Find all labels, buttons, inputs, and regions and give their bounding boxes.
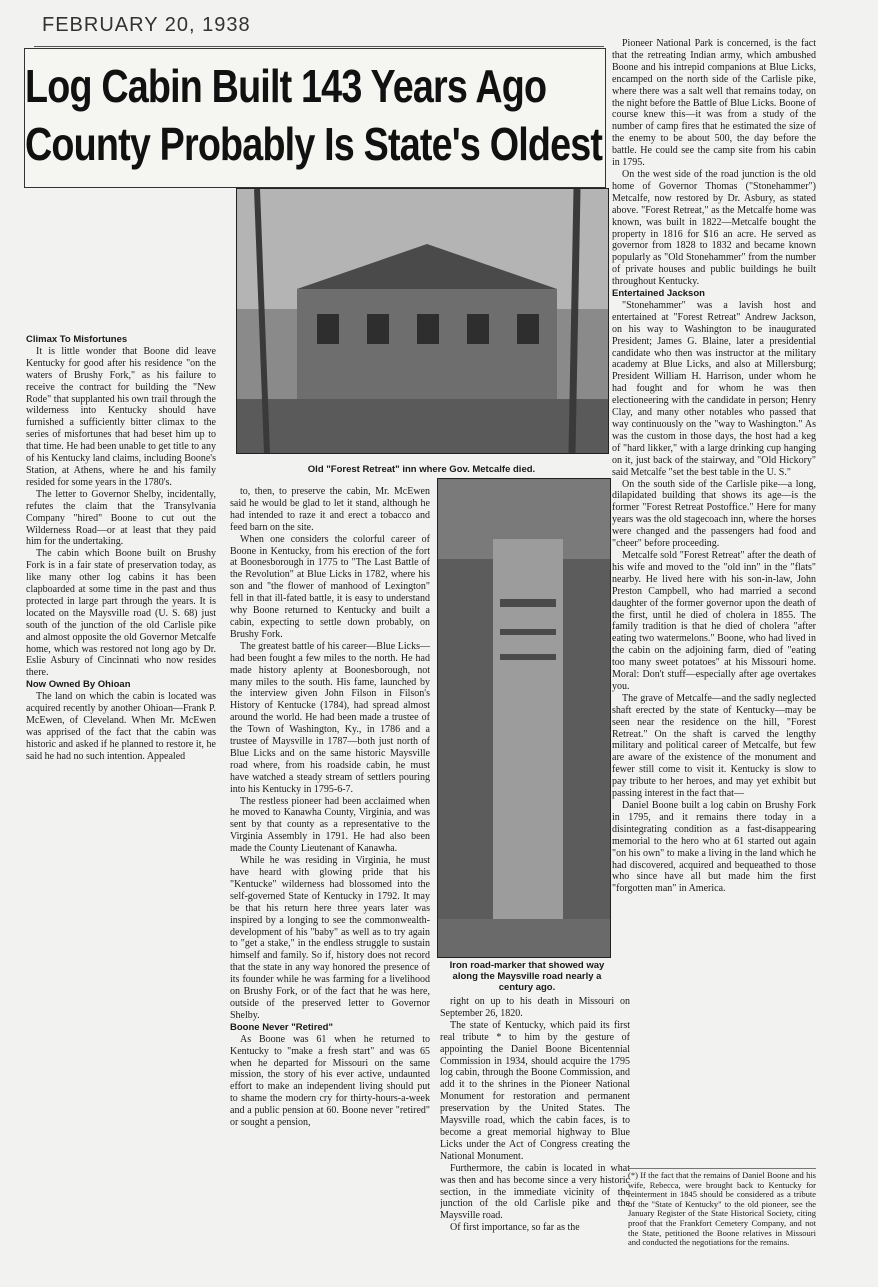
forest-retreat-caption: Old "Forest Retreat" inn where Gov. Metcalfe died. [307,464,536,475]
headline-box [24,48,606,188]
subhead-never-retired: Boone Never "Retired" [230,1021,333,1033]
forest-retreat-photo-image [237,189,608,453]
paragraph: As Boone was 61 when he returned to Kentucky to "make a fresh start" and was 65 when he departed for Missouri on the same mission, the story of his ever active, undaunted effort to make an independent living should put to shame the modern cry for thirty-hours-a-week and a public pension at 60. Boone never "retired" or sought a pension, [230,1033,430,1129]
paragraph: The restless pioneer had been acclaimed when he moved to Kanawha County, Virginia, and was sent by that county as a representative to the Virginia Assembly in 1791. He had also been made the County Lieutenant of Kanawha. [230,795,430,855]
paragraph: Of first importance, so far as the [450,1222,580,1234]
headline-line-1: Log Cabin Built 143 Years Ago [25,60,547,112]
paragraph: It is little wonder that Boone did leave Kentucky for good after his residence "on the waters of Brushy Fork," as his failure to receive the contract for building the "New Rode" that supplanted his own trail through the wilderness into Kentucky should have furnished a sufficiently bitter climax to the series of misfortunes that had beset him up to that time. He had been unable to get title to any of his Kentucky land claims, including Boone's Station, at Athens, where he and his family resided for some years in the 1780's. [26,345,216,488]
paragraph: "Stonehammer" was a lavish host and entertained at "Forest Retreat" Andrew Jackson, on his way to Washington to be inaugurated President; James G. Blaine, later a presidential candidate who then was instructor at the military academy at Blue Licks, and also at Millersburg; President William H. Harrison, under whom he had fought and for whom he was then electioneering with the candidate in person; Henry Clay, and many other notables who passed that way continuously on the "way to Washington." As was the custom in those days, the host had a keg of "hard likker," with a large drinking cup hanging on it, just back of the stairway, and "Old Hickory" said Metcalfe "set the best table in the U. S." [612,299,816,478]
paragraph: When one considers the colorful career of Boone in Kentucky, from his erection of the fort at Boonesborough in 1775 to "The Last Battle of the Revolution" at Blue Licks in 1782, where his son and "the flower of manhood of Lexington" fell in that ill-fated battle, it is easy to understand why Boone returned to Kentucky and built a cabin, expecting to settle down probably, on Brushy Fork. [230,533,430,640]
paragraph: The state of Kentucky, which paid its first real tribute * to him by the gesture of appointing the Daniel Boone Bicentennial Commission in 1934, should acquire the 1795 log cabin, through the Boone Commission, and add it to the shrines in the Pioneer National Monument for restoration and permanent preservation by the United States. The Maysville road, which the cabin faces, is to become a great memorial highway to Blue Licks under the Act of Congress creating the National Monument. [440,1019,630,1162]
article-column-4 [612,38,816,1168]
road-marker-caption: Iron road-marker that showed way along the Maysville road nearly a century ago. [449,960,605,993]
road-marker-photo-image [438,479,610,957]
article-column-3 [440,996,630,1276]
publication-date: FEBRUARY 20, 1938 [42,14,251,36]
paragraph: to, then, to preserve the cabin, Mr. McEwen said he would be glad to let it stand, although he had intended to raze it and erect a tobacco and feed barn on the site. [230,486,430,533]
headline-line-2: County Probably Is State's Oldest [25,118,603,170]
paragraph: Furthermore, the cabin is located in what was then and has become since a very historic section, in the immediate vicinity of the junction of the old Carlisle pike and the Maysville road. [440,1162,630,1222]
paragraph: While he was residing in Virginia, he must have heard with glowing pride that his "Kentucke" wilderness had blossomed into the self-governed State of Kentucky in 1792. It may be that his return here three years later was inspired by a longing to see the commonwealth-development of his "baby" as well as to try again to "get a stake," in the endless struggle to sustain himself and family. So if, history does not record that the state in any way honored the presence of its founder while he was farming for a livelihood on Brushy Fork, or of the fact that he was here, outside of the preserved letter to Governor Shelby. [230,855,430,1021]
paragraph: Daniel Boone built a log cabin on Brushy Fork in 1795, and it remains there today in a disintegrating condition as a fast-disappearing memorial to the hero who at 61 started out again "on his own" to make a living in the land which he had discovered, acquired and bequeathed to those who since have all but made him the first "forgotten man" in America. [612,800,816,895]
subhead-entertained: Entertained Jackson [612,288,705,300]
paragraph: Pioneer National Park is concerned, is the fact that the retreating Indian army, which ambushed Boone and his intrepid companions at Blue Licks, encamped on the north side of the Carlisle pike, where there was a salt well that remains today, on the night before the Battle of Blue Licks. Boone of course knew this—it was from a study of the number of camp fires that he estimated the size of the enemy to be about 500, the day before the battle. He could see the camp site from his cabin in 1795. [612,38,816,169]
paragraph: The grave of Metcalfe—and the sadly neglected shaft erected by the state of Kentucky—may be seen near the residence on the hill, "Forest Retreat." On the shaft is carved the lengthy military and political career of Metcalfe, but few are aware of the existence of the monument and fewer still come to visit it. Kentucky is slow to pay tribute to her heroes, and may yet exhibit but passing interest in the fact that— [612,692,816,800]
footnote: (*) If the fact that the remains of Daniel Boone and his wife, Rebecca, were brought back to Kentucky for reinterment in 1845 should be considered as a tribute of the "State of Kentucky" to the old pioneer, see the January Register of the State Historical Society, citing proof that the Frankfort Cemetery Company, and not the State, petitioned the Boone relatives in Missouri and conducted the negotiations for the remains. [628,1168,816,1287]
paragraph: On the west side of the road junction is the old home of Governor Thomas ("Stonehammer") Metcalfe, now restored by Dr. Asbury, as stated above. "Forest Retreat," as the Metcalfe home was known, was built in 1822—Metcalfe bought the property in 1816 for $16 an acre. He served as governor from 1828 to 1832 and became known popularly as "Old Stonehammer" from the number of private houses and public buildings he built throughout Kentucky. [612,168,816,288]
article-column-1 [26,334,216,1054]
paragraph: right on up to his death in Missouri on September 26, 1820. [440,996,630,1019]
subhead-owned: Now Owned By Ohioan [26,679,131,691]
paragraph: The letter to Governor Shelby, incidentally, refutes the claim that the Transylvania Company "hired" Boone to cut out the Wilderness Road—or at least that they paid him for the undertaking. [26,488,216,548]
paragraph: The greatest battle of his career—Blue Licks—had been fought a few miles to the north. He had made history aplenty at Boonesborough, not many miles to the south. His fame, launched by the interview given John Filson in Filson's History of Kentucke (1784), had spread almost around the world. He had been made a trustee of the Town of Washington, Ky., in 1786 and a trustee of Maysville in 1787—both just north of Blue Licks and on the same historic Maysville road where, from his roadside cabin, he must have watched a steady stream of settlers pouring into his Kentucky in 1795-6-7. [230,640,430,795]
paragraph: The land on which the cabin is located was acquired recently by another Ohioan—Frank P. McEwen, of Cleveland. When Mr. McEwen was apprised of the fact that the cabin was historic and asked if he planned to restore it, he said he had no such intention. Appealed [26,691,216,762]
paragraph: Metcalfe sold "Forest Retreat" after the death of his wife and moved to the "old inn" in the "flats" nearby. He lived here with his son-in-law, John Preston Campbell, who had married a second daughter of the former governor upon the death of the first, until he died of cholera in 1855. The family tradition is that he died of cholera "after eating two watermelons." Boone, who had lived in the cabin on the adjoining farm, died of "eating too many sweet potatoes" at his Missouri home. Moral: Don't stuff—especially after age overtakes you. [612,549,816,692]
date-bar [34,6,604,47]
paragraph: On the south side of the Carlisle pike—a long, dilapidated building that shows its age—is the former "Forest Retreat Postoffice." Here for many years was the old stagecoach inn, where the horses were changed and the passengers had food and "cheer" before proceeding. [612,478,816,550]
subhead-climax: Climax To Misfortunes [26,334,128,345]
forest-retreat-photo [236,188,609,454]
paragraph: The cabin which Boone built on Brushy Fork is in a fair state of preservation today, as like many other log cabins it has been clapboarded at some time in the past and thus protected in large part through the years. It is located on the Maysville road (U. S. 68) just south of the junction of the old Carlisle pike and almost opposite the old Governor Metcalfe home, which was restored not long ago by Dr. Eslie Asbury of Cincinnati who now resides there. [26,548,216,679]
article-column-2 [230,486,430,1276]
road-marker-photo [437,478,611,958]
